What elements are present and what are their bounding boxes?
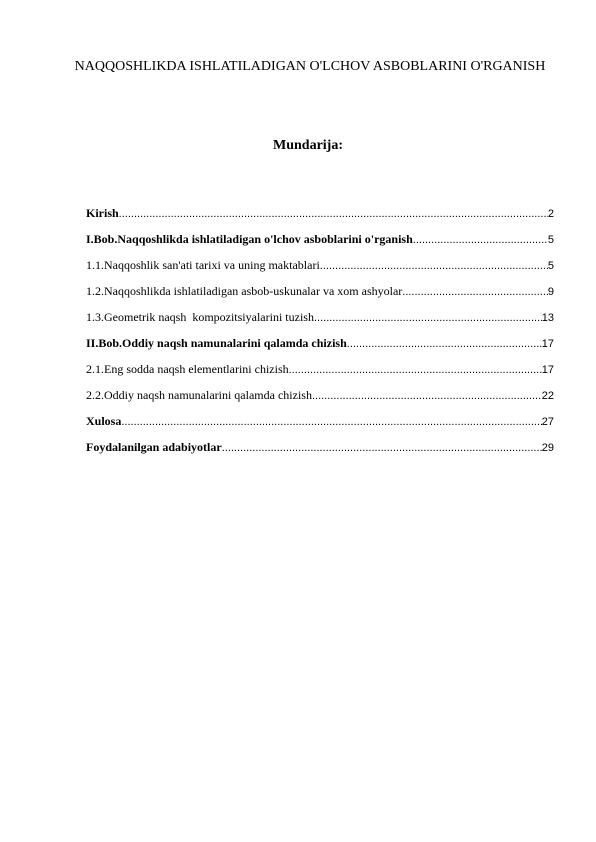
toc-heading: Mundarija: <box>273 138 343 153</box>
toc-entry-page-number: 27 <box>541 416 554 428</box>
toc-entry-label: 1.1.Naqqoshlik san'ati tarixi va uning maktablari <box>86 258 320 272</box>
toc-entry-page-number: 29 <box>541 442 554 454</box>
toc-entry[interactable] <box>86 361 554 387</box>
toc-dot-leader <box>121 414 541 430</box>
toc-dot-leader <box>222 440 542 456</box>
toc-dot-leader <box>314 310 542 326</box>
toc-entry-label: 1.3.Geometrik naqsh kompozitsiyalarini tuzish <box>86 310 314 324</box>
toc-entry-page-number: 13 <box>541 312 554 324</box>
toc-entry-page-number: 2 <box>547 208 554 220</box>
toc-entry-page-number: 17 <box>541 338 554 350</box>
toc-dot-leader <box>312 388 542 404</box>
toc-entry[interactable] <box>86 439 554 465</box>
document-title: NAQQOSHLIKDA ISHLATILADIGAN O'LCHOV ASBOBLARINI O'RGANISH <box>74 59 546 74</box>
toc-entry-label: Foydalanilgan adabiyotlar <box>86 440 222 454</box>
toc-entry-label: Xulosa <box>86 414 122 428</box>
toc-entry-label: 2.2.Oddiy naqsh namunalarini qalamda chizish <box>86 388 312 402</box>
toc-entry-page-number: 5 <box>547 234 554 246</box>
toc-entry-label: 2.1.Eng sodda naqsh elementlarini chizish <box>86 362 289 376</box>
toc-entry[interactable] <box>86 309 554 335</box>
toc-dot-leader <box>402 284 548 300</box>
toc-entry-page-number: 22 <box>541 390 554 402</box>
toc-entry-page-number: 5 <box>547 260 554 272</box>
toc-entry-label: 1.2.Naqqoshlikda ishlatiladigan asbob-uskunalar va xom ashyolar <box>86 284 403 298</box>
toc-entry-page-number: 17 <box>541 364 554 376</box>
toc-entry[interactable] <box>86 283 554 309</box>
toc-entry-label: I.Bob.Naqqoshlikda ishlatiladigan o'lchov asboblarini o'rganish <box>86 232 413 246</box>
toc-entry-label: II.Bob.Oddiy naqsh namunalarini qalamda chizish <box>86 336 347 350</box>
toc-entry[interactable] <box>86 231 554 257</box>
toc-dot-leader <box>347 336 542 352</box>
toc-entry[interactable] <box>86 205 554 231</box>
toc-dot-leader <box>289 362 542 378</box>
toc-dot-leader <box>119 206 548 222</box>
toc-dot-leader <box>413 232 548 248</box>
toc-entry[interactable] <box>86 335 554 361</box>
toc-entry[interactable] <box>86 413 554 439</box>
toc-entry-label: Kirish <box>86 206 119 220</box>
toc-entry[interactable] <box>86 257 554 283</box>
toc-entry[interactable] <box>86 387 554 413</box>
table-of-contents <box>86 205 554 465</box>
toc-entry-page-number: 9 <box>547 286 554 298</box>
toc-dot-leader <box>320 258 548 274</box>
